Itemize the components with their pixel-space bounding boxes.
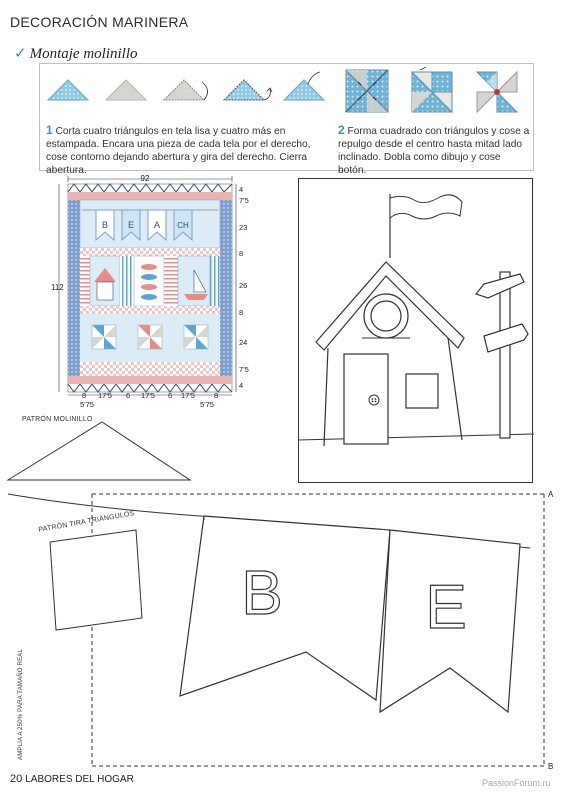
bottom-dim-3: 6	[126, 391, 131, 400]
right-dim-3: 23	[239, 223, 248, 232]
right-dim-4: 8	[239, 249, 244, 258]
right-dim-6: 8	[239, 308, 244, 317]
bottom-dim-5: 6	[168, 391, 173, 400]
folding-pinwheel-icon	[412, 67, 452, 112]
step-1-text: Corta cuatro triángulos en tela lisa y cuatro más en estampada. Encara una pieza de cada tela por el derecho, cose contorno dejando abertura y gira del derecho. Cierra abertura.	[46, 126, 311, 176]
house-pattern	[298, 178, 534, 484]
banner-letter-b: B	[101, 220, 109, 230]
quilt-pinwheels	[92, 325, 208, 349]
triangle-turned-icon	[224, 80, 264, 100]
amplia-label: AMPLIA A 250% PARA TAMAÑO REAL	[18, 648, 24, 760]
banner-letter-a: A	[153, 220, 161, 230]
mark-b: B	[548, 762, 554, 771]
molinillo-triangle	[0, 410, 200, 490]
triangle-gray-icon	[106, 80, 146, 100]
bottom-dim-8: 5'75	[80, 400, 94, 409]
square-assembly-icon	[346, 70, 388, 112]
section-title: DECORACIÓN MARINERA	[10, 14, 189, 30]
bottom-dim-6: 17'5	[181, 391, 195, 400]
triangle-blue-icon	[48, 80, 88, 100]
watermark: PassionForum.ru	[482, 778, 551, 788]
quilt-diagram	[50, 170, 260, 410]
step-2-number: 2	[338, 123, 345, 137]
right-dim-8: 7'5	[239, 365, 249, 374]
step-1-number: 1	[46, 123, 53, 137]
right-dim-9: 4	[239, 381, 244, 390]
magazine-name: LABORES DEL HOGAR	[25, 774, 134, 785]
subtitle-text: Montaje molinillo	[29, 46, 138, 62]
triangle-finished-icon	[284, 80, 324, 100]
right-dim-2: 7'5	[239, 196, 249, 205]
check-icon: ✓	[14, 44, 27, 62]
bunting-pattern	[0, 488, 588, 778]
quilt-height-label: 112	[51, 283, 64, 292]
right-dim-1: 4	[239, 185, 244, 194]
mark-a: A	[548, 490, 554, 499]
flag-letter-e: E	[425, 573, 467, 642]
bottom-dim-1: 8	[82, 391, 87, 400]
bottom-dim-2: 17'5	[98, 391, 112, 400]
bottom-dim-7: 8	[214, 391, 219, 400]
banner-letter-ch: CH	[177, 221, 189, 230]
step-illustrations	[40, 64, 532, 124]
step-2-text: Forma cuadrado con triángulos y cose a repulgo desde el centro hasta mitad lado inclinado. Dobla como dibujo y cose botón.	[338, 126, 530, 176]
bottom-dim-4: 17'5	[141, 391, 155, 400]
step-2	[338, 124, 530, 177]
tira-label: PATRÓN TIRA TRIÁNGULOS	[38, 510, 135, 534]
banner-letter-e: E	[127, 220, 135, 230]
subtitle	[14, 44, 138, 63]
footer	[10, 773, 134, 785]
pinwheel-finished-icon	[477, 72, 517, 112]
quilt-width-label: 92	[140, 174, 150, 183]
triangle-sewn-icon	[164, 80, 204, 100]
molinillo-label: PATRÓN MOLINILLO	[22, 416, 93, 423]
page-number: 20	[10, 773, 23, 785]
bottom-dim-9: 5'75	[200, 400, 214, 409]
right-dim-5: 26	[239, 281, 248, 290]
right-dim-7: 24	[239, 338, 248, 347]
flag-letter-b: B	[241, 559, 283, 628]
